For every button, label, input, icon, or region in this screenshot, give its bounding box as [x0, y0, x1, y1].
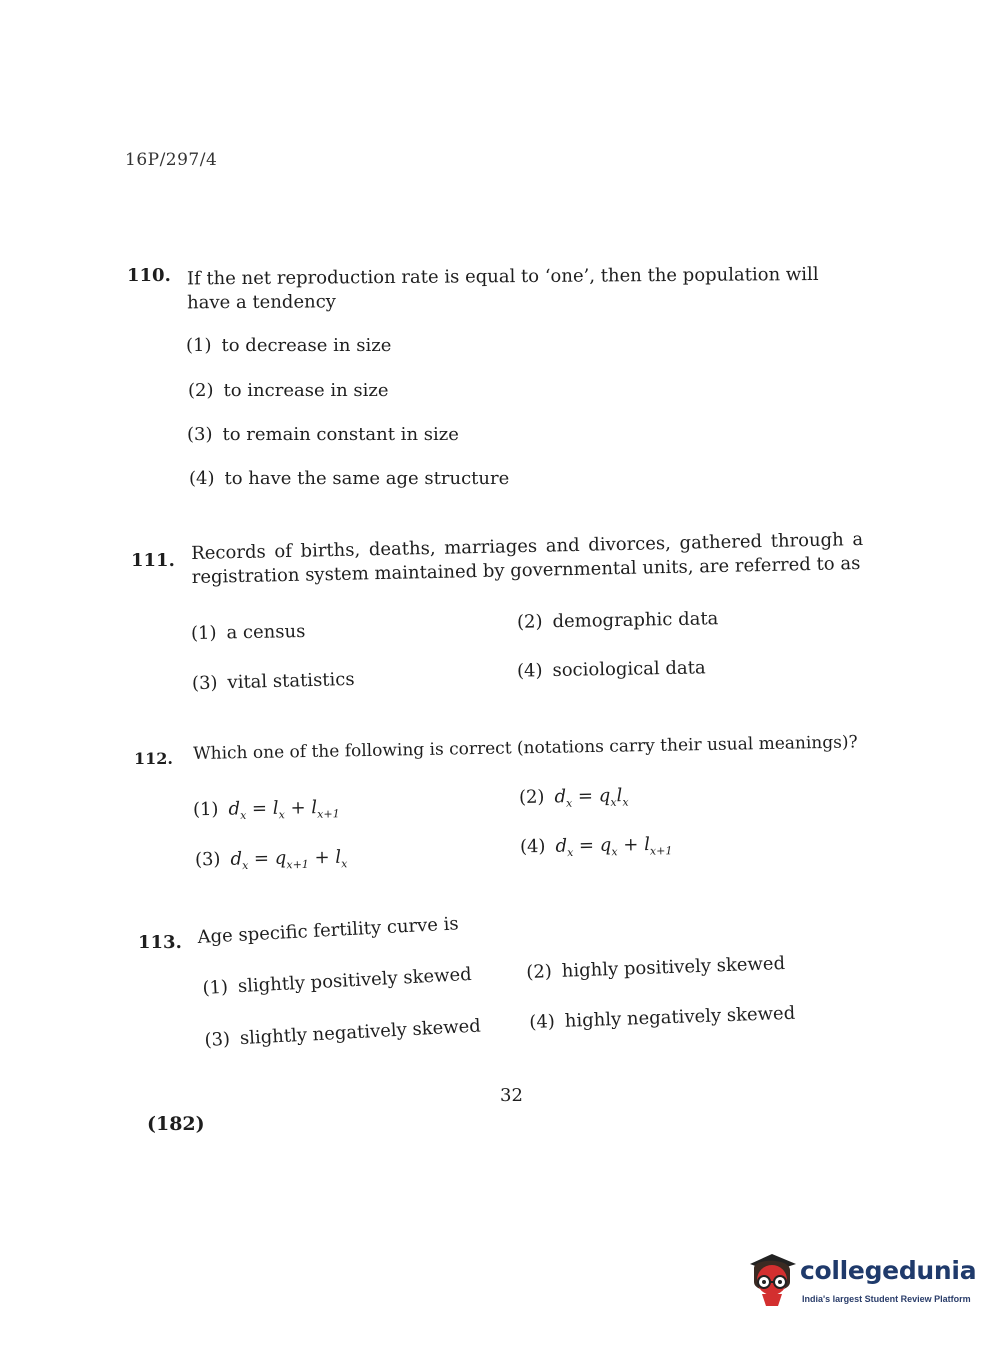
question-number: 111.	[131, 550, 175, 571]
option-number: (1)	[186, 335, 212, 356]
option-1	[193, 797, 340, 823]
formula-eq: =	[577, 785, 594, 807]
option-text: highly negatively skewed	[564, 1002, 796, 1032]
option-number: (4)	[516, 660, 543, 682]
option-number: (3)	[204, 1028, 231, 1051]
option-number: (4)	[529, 1011, 556, 1033]
formula-var: l	[311, 797, 318, 819]
option-2	[188, 380, 389, 401]
question-number: 112.	[134, 749, 173, 768]
formula-var: q	[274, 847, 287, 869]
question-text: Age specific fertility curve is	[197, 913, 460, 948]
option-text: demographic data	[552, 608, 719, 633]
option-1	[191, 621, 306, 644]
formula-eq: =	[578, 835, 595, 857]
formula-sub: x+1	[649, 844, 673, 858]
option-3	[192, 669, 355, 694]
option-2	[519, 785, 629, 811]
formula-var: l	[272, 797, 279, 819]
formula-var: d	[228, 798, 241, 820]
formula-var: d	[230, 848, 243, 870]
option-text: slightly negatively skewed	[239, 1015, 482, 1050]
formula-op: +	[314, 846, 330, 869]
mascot-icon	[744, 1250, 800, 1312]
option-number: (3)	[191, 672, 218, 695]
option-number: (1)	[190, 622, 217, 644]
formula-var: q	[599, 834, 612, 856]
option-number: (3)	[187, 424, 213, 445]
formula-sub: x+1	[286, 857, 309, 872]
paper-code: 16P/297/4	[125, 150, 218, 170]
formula-eq: =	[253, 848, 270, 870]
option-text: to increase in size	[223, 380, 389, 401]
option-number: (1)	[202, 976, 229, 999]
formula-sub: x	[240, 808, 247, 823]
question-number: 110.	[127, 265, 171, 286]
option-text: sociological data	[552, 657, 706, 682]
formula-var: d	[555, 835, 568, 857]
option-2	[517, 608, 719, 633]
formula-var: l	[616, 785, 623, 807]
question-text: If the net reproduction rate is equal to ‘one’, then the population will have a tendency	[186, 263, 819, 314]
formula-sub: x	[567, 845, 574, 860]
option-number: (2)	[516, 611, 543, 633]
formula-sub: x	[622, 795, 629, 809]
option-number: (2)	[188, 380, 214, 401]
formula-var: q	[598, 785, 611, 807]
option-text: to have the same age structure	[224, 468, 510, 489]
formula-sub: x	[611, 845, 618, 859]
formula-var: d	[554, 786, 567, 808]
collegedunia-logo	[744, 1250, 977, 1312]
option-number: (3)	[194, 848, 221, 871]
option-number: (2)	[526, 961, 553, 983]
formula-sub: x	[341, 857, 348, 871]
question-text: Which one of the following is correct (notations carry their usual meanings)?	[193, 732, 858, 764]
option-2	[526, 953, 785, 983]
formula-var: l	[335, 846, 342, 868]
logo-tagline: India's largest Student Review Platform	[802, 1294, 971, 1304]
option-3	[204, 1016, 481, 1051]
option-4	[529, 1003, 796, 1033]
footer-code: (182)	[147, 1113, 205, 1135]
option-4	[520, 834, 673, 860]
option-1	[186, 335, 391, 356]
option-1	[202, 964, 472, 999]
formula-sub: x+1	[317, 807, 340, 821]
option-text: highly positively skewed	[561, 952, 786, 982]
option-3	[195, 847, 348, 873]
option-text: slightly positively skewed	[237, 963, 473, 998]
option-3	[187, 424, 459, 445]
formula-sub: x	[566, 796, 573, 810]
question-number: 113.	[138, 932, 182, 953]
option-number: (4)	[519, 835, 546, 858]
option-text: a census	[226, 621, 306, 644]
option-number: (1)	[192, 798, 219, 821]
formula-op: +	[290, 797, 306, 819]
option-number: (4)	[189, 468, 215, 489]
option-number: (2)	[518, 786, 545, 808]
option-text: vital statistics	[227, 668, 355, 694]
formula-sub: x	[610, 795, 617, 809]
option-4	[189, 468, 509, 489]
page-number: 32	[500, 1085, 523, 1106]
formula-eq: =	[251, 797, 268, 820]
formula-op: +	[623, 834, 639, 856]
option-text: to remain constant in size	[222, 424, 459, 445]
formula-sub: x	[278, 808, 285, 822]
option-text: to decrease in size	[221, 335, 392, 356]
option-4	[517, 657, 706, 681]
formula-sub: x	[242, 858, 249, 873]
logo-name: collegedunia	[800, 1256, 977, 1285]
question-text: Records of births, deaths, marriages and divorces, gathered through a registration system maintained by governmental units, are referred to as	[191, 528, 864, 588]
formula-var: l	[643, 834, 651, 856]
